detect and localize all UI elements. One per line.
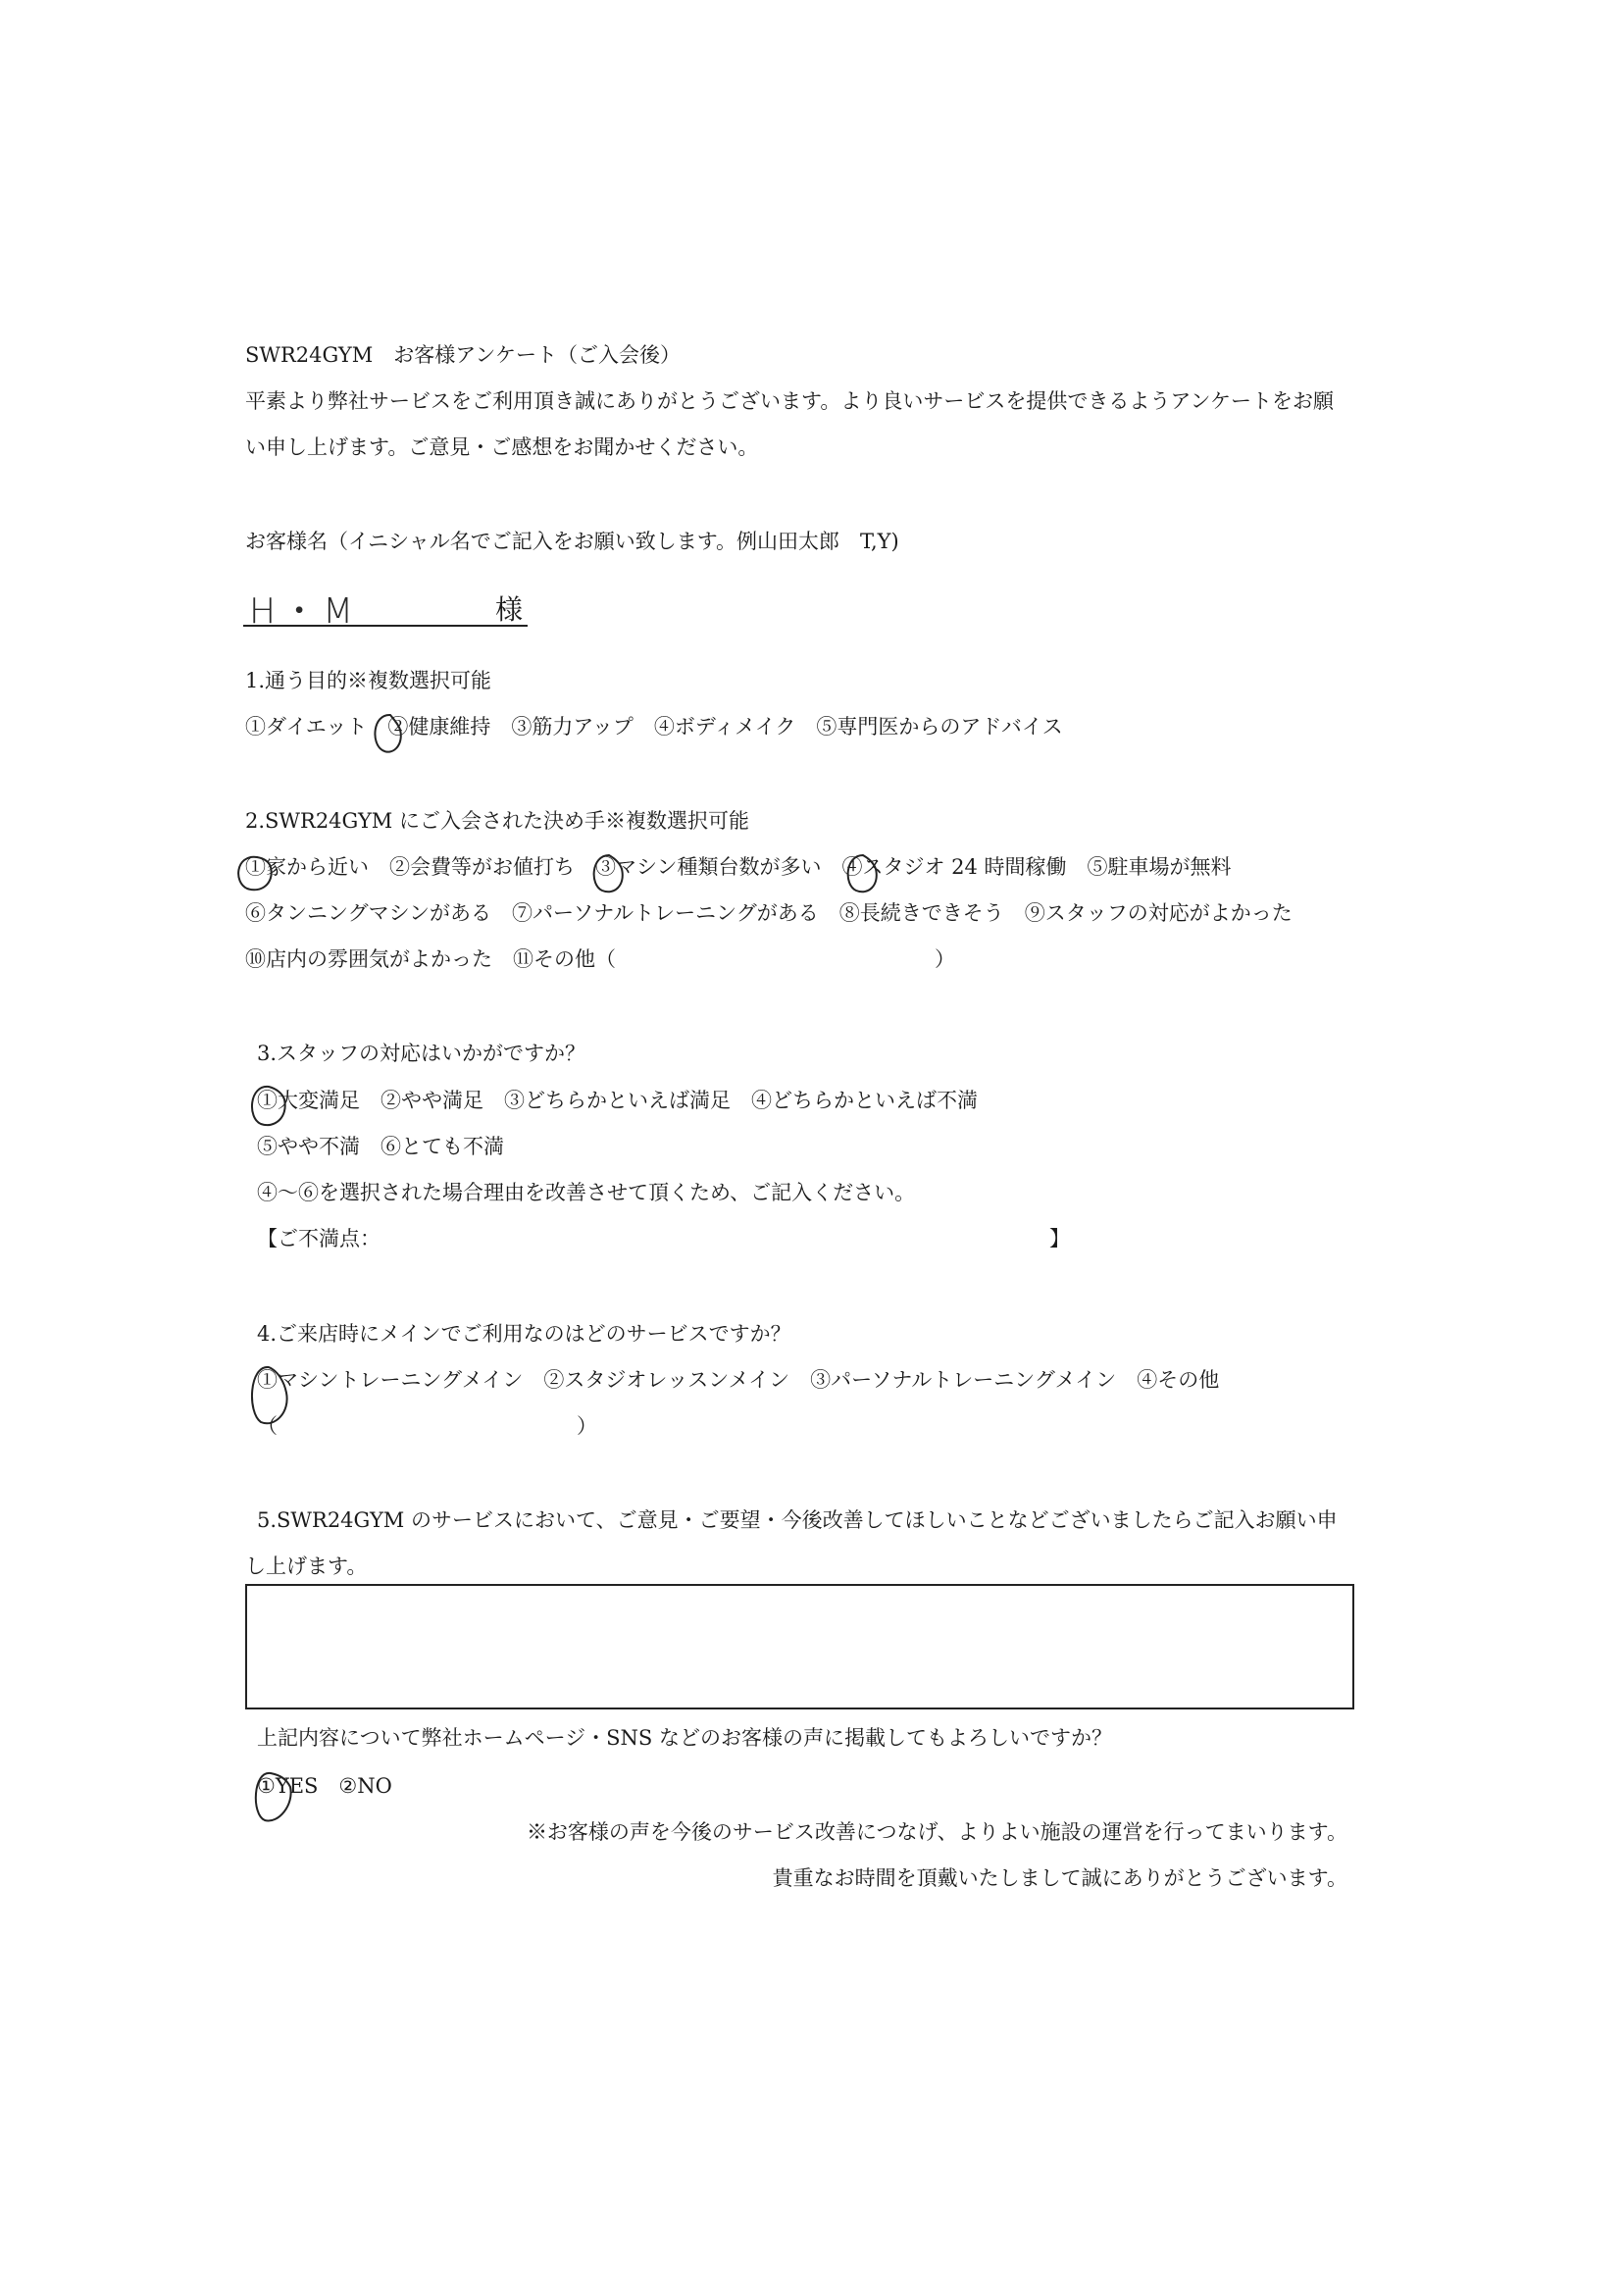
complaint-close: 】 [1049,1227,1070,1250]
intro-line-2: い申し上げます。ご意見・ご感想をお聞かせください。 [245,435,759,459]
q2-title: 2.SWR24GYM にご入会された決め手※複数選択可能 [245,809,749,833]
complaint-label: 【ご不満点： [257,1227,381,1250]
q4-options[interactable]: ①マシントレーニングメイン ②スタジオレッスンメイン ③パーソナルトレーニングメイン ④その他 [257,1368,1220,1392]
q3-note: ④～⑥を選択された場合理由を改善させて頂くため、ご記入ください。 [257,1181,916,1204]
handwritten-initials: H・M [249,591,360,632]
q5-title-line-1: 5.SWR24GYM のサービスにおいて、ご意見・ご要望・今後改善してほしいことなどございましたらご記入お願い申 [257,1508,1338,1532]
q5-title-line-2: し上げます。 [245,1555,368,1578]
q3-options-row-1[interactable]: ①大変満足 ②やや満足 ③どちらかといえば満足 ④どちらかといえば不満 [257,1089,978,1112]
q2-other-close: ） [935,947,955,971]
q1-options[interactable]: ①ダイエット ②健康維持 ③筋力アップ ④ボディメイク ⑤専門医からのアドバイス [245,715,1063,739]
q4-title: 4.ご来店時にメインでご利用なのはどのサービスですか？ [257,1322,791,1346]
q2-options-row-2[interactable]: ⑥タンニングマシンがある ⑦パーソナルトレーニングがある ⑧長続きできそう ⑨スタッフの対応がよかった [245,901,1293,925]
q3-options-row-2[interactable]: ⑤やや不満 ⑥とても不満 [257,1135,504,1158]
name-underline [243,625,528,627]
q1-title: 1.通う目的※複数選択可能 [245,669,492,692]
name-suffix: 様 [495,593,524,626]
q2-options-row-1[interactable]: ①家から近い ②会費等がお値打ち ③マシン種類台数が多い ④スタジオ 24 時間稼働 ⑤駐車場が無料 [245,855,1232,879]
intro-line-1: 平素より弊社サービスをご利用頂き誠にありがとうございます。より良いサービスを提供できるようアンケートをお願 [245,389,1335,413]
survey-title: SWR24GYM お客様アンケート（ご入会後） [245,343,682,367]
name-label: お客様名（イニシャル名でご記入をお願い致します。例山田太郎 T,Y) [245,530,899,553]
publish-question: 上記内容について弊社ホームページ・SNS などのお客様の声に掲載してもよろしいですか？ [257,1726,1112,1750]
closing-line-2: 貴重なお時間を頂戴いたしまして誠にありがとうございます。 [772,1866,1347,1890]
publish-options[interactable]: ①YES ②NO [257,1774,392,1798]
closing-line-1: ※お客様の声を今後のサービス改善につなげ、よりよい施設の運営を行ってまいります。 [526,1820,1347,1844]
comment-box[interactable] [245,1584,1354,1709]
q3-title: 3.スタッフの対応はいかがですか？ [257,1042,586,1065]
q4-other-open: （ [257,1414,278,1438]
q2-options-row-3[interactable]: ⑩店内の雰囲気がよかった ⑪その他（ [245,947,616,971]
q4-other-close: ） [577,1414,597,1438]
